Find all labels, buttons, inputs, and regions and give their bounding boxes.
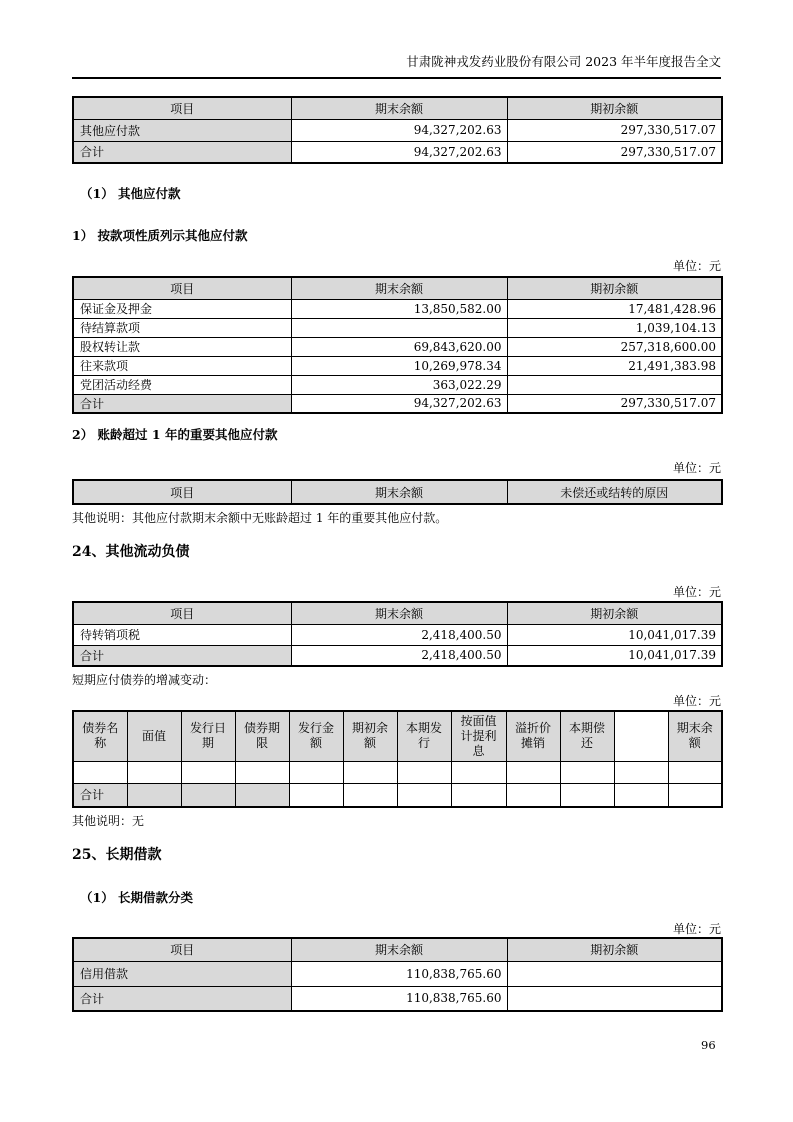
column-header: 项目	[73, 480, 291, 504]
table-row	[73, 624, 722, 645]
row-label: 其他应付款	[73, 119, 291, 141]
row-label: 党团活动经费	[73, 375, 291, 394]
note-bond-change: 短期应付债券的增减变动：	[72, 673, 217, 687]
cell-value: 1,039,104.13	[507, 318, 722, 337]
column-header: 项目	[73, 938, 291, 961]
column-header: 本期偿还	[560, 711, 614, 761]
payables-by-nature-table	[72, 276, 723, 414]
cell-value	[507, 986, 722, 1011]
column-header: 按面值计提利息	[451, 711, 506, 761]
cell-value: 94,327,202.63	[291, 141, 507, 163]
heading-by-nature: 1） 按款项性质列示其他应付款	[72, 228, 248, 243]
table-header-row	[73, 480, 722, 504]
heading-longterm-class: （1） 长期借款分类	[80, 890, 194, 905]
column-header: 期末余额	[291, 277, 507, 299]
short-term-bonds-table	[72, 710, 723, 808]
report-header-title: 甘肃陇神戎发药业股份有限公司 2023 年半年度报告全文	[72, 52, 721, 79]
column-header: 期末余额	[291, 480, 507, 504]
table-row	[73, 119, 722, 141]
unit-label: 单位：元	[672, 694, 721, 708]
cell-value: 13,850,582.00	[291, 299, 507, 318]
table-header-row	[73, 602, 722, 624]
unit-label: 单位：元	[672, 585, 721, 599]
column-header: 本期发行	[397, 711, 451, 761]
table-row	[73, 375, 722, 394]
column-header: 期末余额	[291, 938, 507, 961]
row-label: 合计	[73, 783, 127, 807]
table-row	[73, 318, 722, 337]
cell-value: 2,418,400.50	[291, 645, 507, 666]
cell-value: 94,327,202.63	[291, 119, 507, 141]
row-label: 合计	[73, 394, 291, 413]
cell-value: 10,041,017.39	[507, 624, 722, 645]
table-row	[73, 356, 722, 375]
column-header: 期初余额	[507, 97, 722, 119]
column-header: 期初余额	[507, 938, 722, 961]
cell-value: 110,838,765.60	[291, 961, 507, 986]
column-header: 期初余额	[343, 711, 397, 761]
heading-other-payables: （1） 其他应付款	[80, 186, 181, 201]
table-total-row	[73, 645, 722, 666]
cell-value: 94,327,202.63	[291, 394, 507, 413]
column-header: 债券期限	[235, 711, 289, 761]
cell-value: 2,418,400.50	[291, 624, 507, 645]
table-row	[73, 761, 722, 783]
section-24-heading: 24、其他流动负债	[72, 544, 190, 560]
cell-value: 21,491,383.98	[507, 356, 722, 375]
cell-value: 10,269,978.34	[291, 356, 507, 375]
table-total-row	[73, 394, 722, 413]
cell-value: 297,330,517.07	[507, 119, 722, 141]
column-header: 面值	[127, 711, 181, 761]
table-row	[73, 961, 722, 986]
row-label: 合计	[73, 645, 291, 666]
long-term-loans-table	[72, 937, 723, 1012]
note-no-over-one-year: 其他说明：其他应付款期末余额中无账龄超过 1 年的重要其他应付款。	[72, 511, 448, 525]
column-header: 期末余额	[668, 711, 722, 761]
row-label: 股权转让款	[73, 337, 291, 356]
cell-value: 257,318,600.00	[507, 337, 722, 356]
unit-label: 单位：元	[672, 259, 721, 273]
cell-value: 363,022.29	[291, 375, 507, 394]
column-header: 发行金额	[289, 711, 343, 761]
row-label: 信用借款	[73, 961, 291, 986]
table-header-row	[73, 97, 722, 119]
column-header: 债券名称	[73, 711, 127, 761]
row-label: 待转销项税	[73, 624, 291, 645]
row-label: 待结算款项	[73, 318, 291, 337]
unit-label: 单位：元	[672, 922, 721, 936]
column-header: 项目	[73, 602, 291, 624]
cell-value	[507, 961, 722, 986]
cell-value: 110,838,765.60	[291, 986, 507, 1011]
table-row	[73, 337, 722, 356]
note-other-none: 其他说明：无	[72, 814, 145, 828]
row-label: 合计	[73, 986, 291, 1011]
over-one-year-table	[72, 479, 723, 505]
table-total-row	[73, 986, 722, 1011]
row-label: 保证金及押金	[73, 299, 291, 318]
table-total-row	[73, 783, 722, 807]
section-25-heading: 25、长期借款	[72, 847, 162, 863]
row-label: 往来款项	[73, 356, 291, 375]
column-header: 期初余额	[507, 602, 722, 624]
other-current-liabilities-table	[72, 601, 723, 667]
cell-value	[507, 375, 722, 394]
column-header: 期末余额	[291, 97, 507, 119]
table-row	[73, 299, 722, 318]
column-header: 未偿还或结转的原因	[507, 480, 722, 504]
page-number: 96	[701, 1038, 716, 1052]
cell-value: 297,330,517.07	[507, 141, 722, 163]
cell-value: 297,330,517.07	[507, 394, 722, 413]
cell-value: 17,481,428.96	[507, 299, 722, 318]
column-header: 项目	[73, 277, 291, 299]
table-header-row	[73, 277, 722, 299]
table-header-row	[73, 711, 722, 761]
column-header: 发行日期	[181, 711, 235, 761]
table-total-row	[73, 141, 722, 163]
heading-over-one-year: 2） 账龄超过 1 年的重要其他应付款	[72, 427, 278, 442]
cell-value	[291, 318, 507, 337]
column-header-blank	[614, 711, 668, 761]
table-header-row	[73, 938, 722, 961]
column-header: 期末余额	[291, 602, 507, 624]
cell-value: 69,843,620.00	[291, 337, 507, 356]
column-header: 项目	[73, 97, 291, 119]
cell-value: 10,041,017.39	[507, 645, 722, 666]
row-label: 合计	[73, 141, 291, 163]
unit-label: 单位：元	[672, 461, 721, 475]
other-payables-summary-table	[72, 96, 723, 164]
column-header: 溢折价摊销	[506, 711, 560, 761]
column-header: 期初余额	[507, 277, 722, 299]
